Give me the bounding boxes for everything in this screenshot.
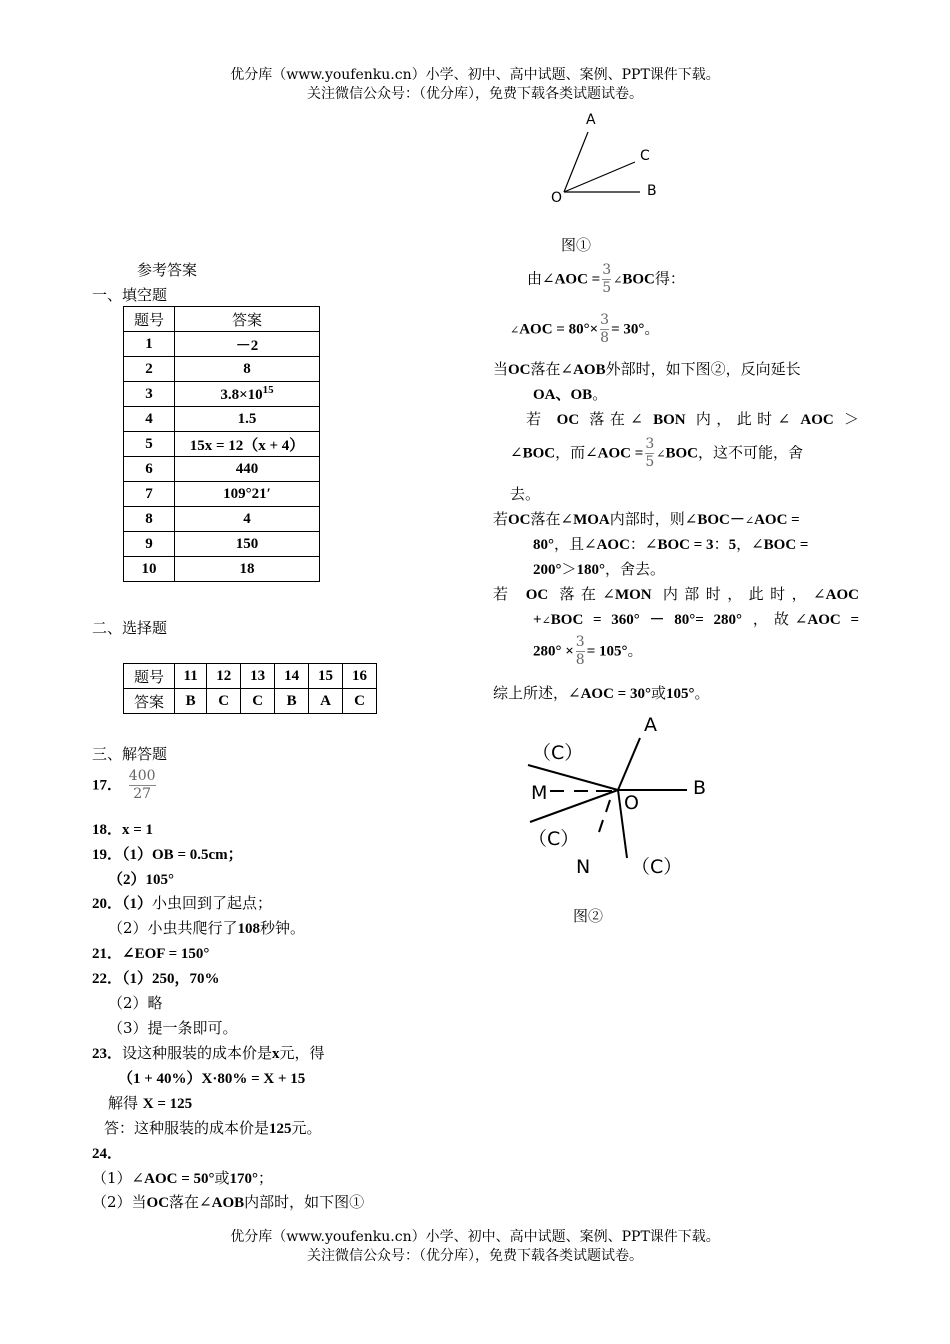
row-answer: －2 xyxy=(175,332,320,357)
r3-mid: 落在∠ xyxy=(530,360,574,378)
row-no: 8 xyxy=(124,507,175,532)
ray-on-dash xyxy=(606,800,610,812)
r9-colon: ：∠ xyxy=(629,535,658,553)
choice-answer: C xyxy=(207,689,241,714)
right-line-12: +∠BOC = 360° － 80°= 280° ，故∠AOC = xyxy=(533,610,859,628)
r5-oc: OC xyxy=(556,412,580,428)
r13-den: 8 xyxy=(575,652,585,668)
r12-boc: BOC = 360° － 80°= 280° xyxy=(550,612,743,628)
r9-mid: ，且∠ xyxy=(554,535,597,553)
r1-pre: 由∠ xyxy=(527,269,555,288)
q17-label: 17． xyxy=(92,777,123,794)
q23-var: x xyxy=(272,1046,280,1062)
row-answer: 4 xyxy=(175,507,320,532)
figure-1-caption: 图① xyxy=(561,236,592,254)
right-line-13 xyxy=(533,634,643,669)
choice-no: 15 xyxy=(309,664,343,689)
q24-1-end: ； xyxy=(258,1169,274,1187)
footer-line-1: 优分库（www.youfenku.cn）小学、初中、高中试题、案例、PPT课件下载。 xyxy=(230,1229,720,1245)
q23-pre: 设这种服装的成本价是 xyxy=(122,1044,273,1062)
q22-answer-1: 250，70% xyxy=(152,971,220,987)
table-row xyxy=(124,532,320,557)
r8-mid: 落在∠ xyxy=(530,510,574,528)
table-row xyxy=(124,382,320,407)
r11-mid: 落在∠ xyxy=(559,585,615,603)
r6-fraction xyxy=(645,436,654,471)
right-line-7: 去。 xyxy=(510,485,541,503)
r14-105: 105° xyxy=(665,686,695,702)
q20-answer-2-post: 秒钟。 xyxy=(260,919,306,937)
q20-part2 xyxy=(108,917,305,938)
table-row xyxy=(124,482,320,507)
q21 xyxy=(92,942,209,963)
q24-2-post: 内部时，如下图① xyxy=(244,1193,365,1211)
q23-solution xyxy=(108,1092,192,1113)
header-line-2: 关注微信公众号：（优分库），免费下载各类试题试卷。 xyxy=(307,86,643,102)
q24-label: 24． xyxy=(92,1146,123,1162)
q23-equation: （1 + 40%）X·80% = X + 15 xyxy=(118,1071,306,1087)
figure-2-caption: 图② xyxy=(573,907,604,925)
footer-line-2: 关注微信公众号：（优分库），免费下载各类试题试卷。 xyxy=(307,1248,643,1264)
q19-part2: （2）105° xyxy=(108,872,174,888)
row-no: 6 xyxy=(124,457,175,482)
row-no: 7 xyxy=(124,482,175,507)
r2-den: 8 xyxy=(600,330,610,346)
row-answer: 15x = 12（x + 4） xyxy=(175,432,320,457)
row-no: 10 xyxy=(124,557,175,582)
r9-aoc: AOC xyxy=(596,537,630,553)
section2-heading: 二、选择题 xyxy=(92,619,168,637)
q22-part1 xyxy=(92,967,220,988)
r11-aoc: AOC xyxy=(825,587,859,603)
r3-post: 外部时，如下图②，反向延长 xyxy=(605,360,801,378)
r9-colon2: ： xyxy=(713,535,729,553)
q19-part1 xyxy=(92,843,243,864)
r5-pre: 若 xyxy=(526,410,547,428)
r10-post: ，舍去。 xyxy=(605,560,666,578)
q23-answer-num: 125 xyxy=(269,1121,292,1137)
table-row xyxy=(124,557,320,582)
fig1-label-c: C xyxy=(640,148,650,164)
row-answer-exponent: 15 xyxy=(262,384,274,396)
r12-plus: + xyxy=(533,612,542,628)
row-answer: 150 xyxy=(175,532,320,557)
r14-end: 。 xyxy=(694,684,710,702)
r1-num: 3 xyxy=(602,262,612,278)
row-no: 3 xyxy=(124,382,175,407)
r6-num: 3 xyxy=(645,436,655,452)
r3-aob: AOB xyxy=(573,362,606,378)
q17-denominator: 27 xyxy=(129,785,156,803)
r12-mid: ，故∠ xyxy=(752,610,808,628)
r10-200: 200° xyxy=(533,562,562,578)
row-answer: 8 xyxy=(175,357,320,382)
q24-part1 xyxy=(92,1167,273,1188)
r9-5: 5 xyxy=(728,537,737,553)
q24-part2 xyxy=(92,1191,364,1212)
q24-1-or: 或 xyxy=(214,1169,230,1187)
r8-moa: MOA xyxy=(573,512,610,528)
choice-no: 14 xyxy=(275,664,309,689)
r2-end: 。 xyxy=(644,319,660,338)
table-row xyxy=(124,332,320,357)
col-header-answer: 答案 xyxy=(175,307,320,332)
q17-fraction xyxy=(129,768,156,803)
r8-mid2: 内部时，则∠ xyxy=(609,510,698,528)
row-no: 4 xyxy=(124,407,175,432)
r11-mid2: 内部时，此时，∠ xyxy=(662,585,826,603)
r10-gt: ＞ xyxy=(561,560,577,578)
r14-aoc: AOC = 30° xyxy=(580,686,651,702)
r1-aoc: AOC = xyxy=(554,271,601,288)
r11-pre: 若 xyxy=(493,585,515,603)
q19-label: 19．（1） xyxy=(92,847,153,863)
r8-aoc: AOC = xyxy=(754,512,800,528)
q23-post: 元，得 xyxy=(279,1044,325,1062)
q24-1-value: AOC = 50° xyxy=(144,1171,215,1187)
choice-no: 12 xyxy=(207,664,241,689)
fig2-label-c-upper: （C） xyxy=(532,742,584,764)
choice-answer: A xyxy=(309,689,343,714)
q22-part3: （3）提一条即可。 xyxy=(108,1019,238,1037)
r1-boc: BOC xyxy=(622,271,655,288)
q23-answer xyxy=(104,1117,322,1138)
fig2-label-o: O xyxy=(624,792,639,814)
q22-label: 22．（1） xyxy=(92,971,153,987)
section1-heading: 一、填空题 xyxy=(92,286,168,304)
fig2-label-n: N xyxy=(576,856,591,878)
q23-answer-post: 元。 xyxy=(291,1119,322,1137)
section3-heading: 三、解答题 xyxy=(92,745,168,763)
r13-280: 280° × xyxy=(533,643,574,660)
right-line-9 xyxy=(533,533,808,554)
row-no: 5 xyxy=(124,432,175,457)
q20-answer-2-num: 108 xyxy=(237,921,261,937)
r2-num: 3 xyxy=(600,312,610,328)
fig2-label-c-bottom: （C） xyxy=(631,856,683,878)
r8-oc: OC xyxy=(508,512,531,528)
right-line-4 xyxy=(533,383,607,404)
col-header-no: 题号 xyxy=(124,307,175,332)
r4-oa-ob: OA、OB xyxy=(533,387,593,403)
row-answer: 18 xyxy=(175,557,320,582)
r6-den: 5 xyxy=(645,454,655,470)
table-row xyxy=(124,407,320,432)
table-row xyxy=(124,457,320,482)
right-line-14 xyxy=(493,682,710,703)
q23-solution-value: X = 125 xyxy=(142,1096,193,1112)
right-line-8: 若OC落在∠MOA内部时，则∠BOC－∠AOC = xyxy=(493,510,800,528)
r6-pre: ∠ xyxy=(510,443,523,462)
row-no: 1 xyxy=(124,332,175,357)
q24-2-mid: 落在∠ xyxy=(169,1193,212,1211)
q20-answer-2-pre: （2）小虫共爬行了 xyxy=(108,919,238,937)
q23-label: 23． xyxy=(92,1046,123,1062)
figure-2-diagram xyxy=(520,710,720,890)
fill-blank-table xyxy=(123,306,320,582)
r13-num: 3 xyxy=(575,634,585,650)
q17-numerator: 400 xyxy=(128,768,156,784)
row-label-no: 题号 xyxy=(124,664,175,689)
r3-pre: 当 xyxy=(493,360,509,378)
r5-bon: BON xyxy=(653,412,686,428)
r5-aoc: AOC xyxy=(800,412,834,428)
r1-fraction xyxy=(602,262,611,297)
choice-no: 13 xyxy=(241,664,275,689)
choice-no: 11 xyxy=(175,664,207,689)
table-row xyxy=(124,357,320,382)
q22-part2: （2）略 xyxy=(108,994,163,1012)
row-label-answer: 答案 xyxy=(124,689,175,714)
r14-or: 或 xyxy=(650,684,666,702)
right-line-3 xyxy=(493,358,801,379)
r8-pre: 若 xyxy=(493,510,509,528)
row-no: 2 xyxy=(124,357,175,382)
r2-fraction xyxy=(600,312,609,347)
row-answer: 1.5 xyxy=(175,407,320,432)
r6-mid: ，而∠ xyxy=(555,443,598,462)
r12-aoc: AOC = xyxy=(807,612,859,628)
fig1-label-a: A xyxy=(586,112,596,128)
q24-1-value2: 170° xyxy=(229,1171,259,1187)
right-line-10 xyxy=(533,558,665,579)
r5-mid: 落在∠ xyxy=(589,410,643,428)
right-line-5 xyxy=(526,408,859,429)
r6-boc: BOC xyxy=(522,445,556,462)
fig2-label-m: M xyxy=(531,782,548,804)
header-line-1: 优分库（www.youfenku.cn）小学、初中、高中试题、案例、PPT课件下载。 xyxy=(230,67,720,83)
choice-answer: B xyxy=(175,689,207,714)
fig2-label-c-lower: （C） xyxy=(528,828,580,850)
fig1-label-b: B xyxy=(647,183,657,199)
r9-mid2: ，∠ xyxy=(736,535,764,553)
right-line-2: ∠AOC = 80°× $\frac{3}{8}$ = 30°。 xyxy=(510,312,660,346)
r14-pre: 综上所述，∠ xyxy=(493,684,581,702)
q24-1-pre: （1）∠ xyxy=(92,1169,145,1187)
fig1-label-o: O xyxy=(551,190,563,206)
ray-on-dash xyxy=(599,820,603,832)
table-row xyxy=(124,432,320,457)
r4-end: 。 xyxy=(592,385,608,403)
r8-expr: BOC－ xyxy=(697,512,745,528)
r6-boc2: BOC xyxy=(665,445,698,462)
row-no: 9 xyxy=(124,532,175,557)
r6-post: ，这不可能，舍 xyxy=(697,443,803,462)
choice-table xyxy=(123,663,377,714)
r10-180: 180° xyxy=(576,562,606,578)
q18: 18．x = 1 xyxy=(92,822,154,838)
row-answer: 440 xyxy=(175,457,320,482)
choice-answer: C xyxy=(343,689,377,714)
q24-2-oc: OC xyxy=(146,1195,170,1211)
r9-boc: BOC = 3 xyxy=(657,537,714,553)
fig2-label-a: A xyxy=(644,714,657,736)
choice-answer: B xyxy=(275,689,309,714)
q19-answer-1: OB = 0.5cm； xyxy=(152,847,243,863)
r5-gt: ＞ xyxy=(843,410,859,428)
r1-post: 得： xyxy=(654,269,685,288)
r13-fraction xyxy=(576,634,585,669)
q21-answer: ∠EOF = 150° xyxy=(122,946,210,962)
right-line-6: ∠BOC，而∠AOC = $\frac{3}{5}$ ∠BOC，这不可能，舍 xyxy=(510,436,803,470)
page-title: 参考答案 xyxy=(137,261,198,279)
right-line-11 xyxy=(493,583,859,604)
r9-boc2: BOC = xyxy=(763,537,809,553)
fig2-label-b: B xyxy=(693,777,707,799)
right-line-1: 由∠AOC = $\frac{3}{5}$ ∠BOC得： xyxy=(527,262,685,296)
row-answer: 3.8×10 xyxy=(220,387,263,403)
row-answer: 109°21′ xyxy=(175,482,320,507)
q20-label: 20．（1） xyxy=(92,896,153,912)
r2-result: = 30° xyxy=(611,321,645,338)
q20-answer-1: 小虫回到了起点； xyxy=(152,894,273,912)
table-row xyxy=(124,507,320,532)
r11-mon: MON xyxy=(614,587,652,603)
q17 xyxy=(92,768,158,803)
r13-result: = 105° xyxy=(586,643,628,660)
r6-aoc: AOC = xyxy=(597,445,644,462)
r3-oc: OC xyxy=(508,362,531,378)
r2-aoc: AOC = 80°× xyxy=(519,321,599,338)
r13-end: 。 xyxy=(627,641,643,660)
q24-2-aob: AOB xyxy=(211,1195,245,1211)
q23-solution-pre: 解得 xyxy=(108,1094,139,1112)
q24-2-pre: （2）当 xyxy=(92,1193,147,1211)
r9-80: 80° xyxy=(533,537,554,553)
ray-oa xyxy=(618,738,640,790)
r1-den: 5 xyxy=(602,280,612,296)
choice-answer: C xyxy=(241,689,275,714)
q23-answer-pre: 答：这种服装的成本价是 xyxy=(104,1119,270,1137)
q23-line1 xyxy=(92,1042,325,1063)
r11-oc: OC xyxy=(525,587,549,603)
q20-part1 xyxy=(92,892,272,913)
r5-mid2: 内，此时∠ xyxy=(695,410,791,428)
choice-no: 16 xyxy=(343,664,377,689)
row-answer-cell xyxy=(175,382,320,407)
q21-label: 21． xyxy=(92,946,123,962)
